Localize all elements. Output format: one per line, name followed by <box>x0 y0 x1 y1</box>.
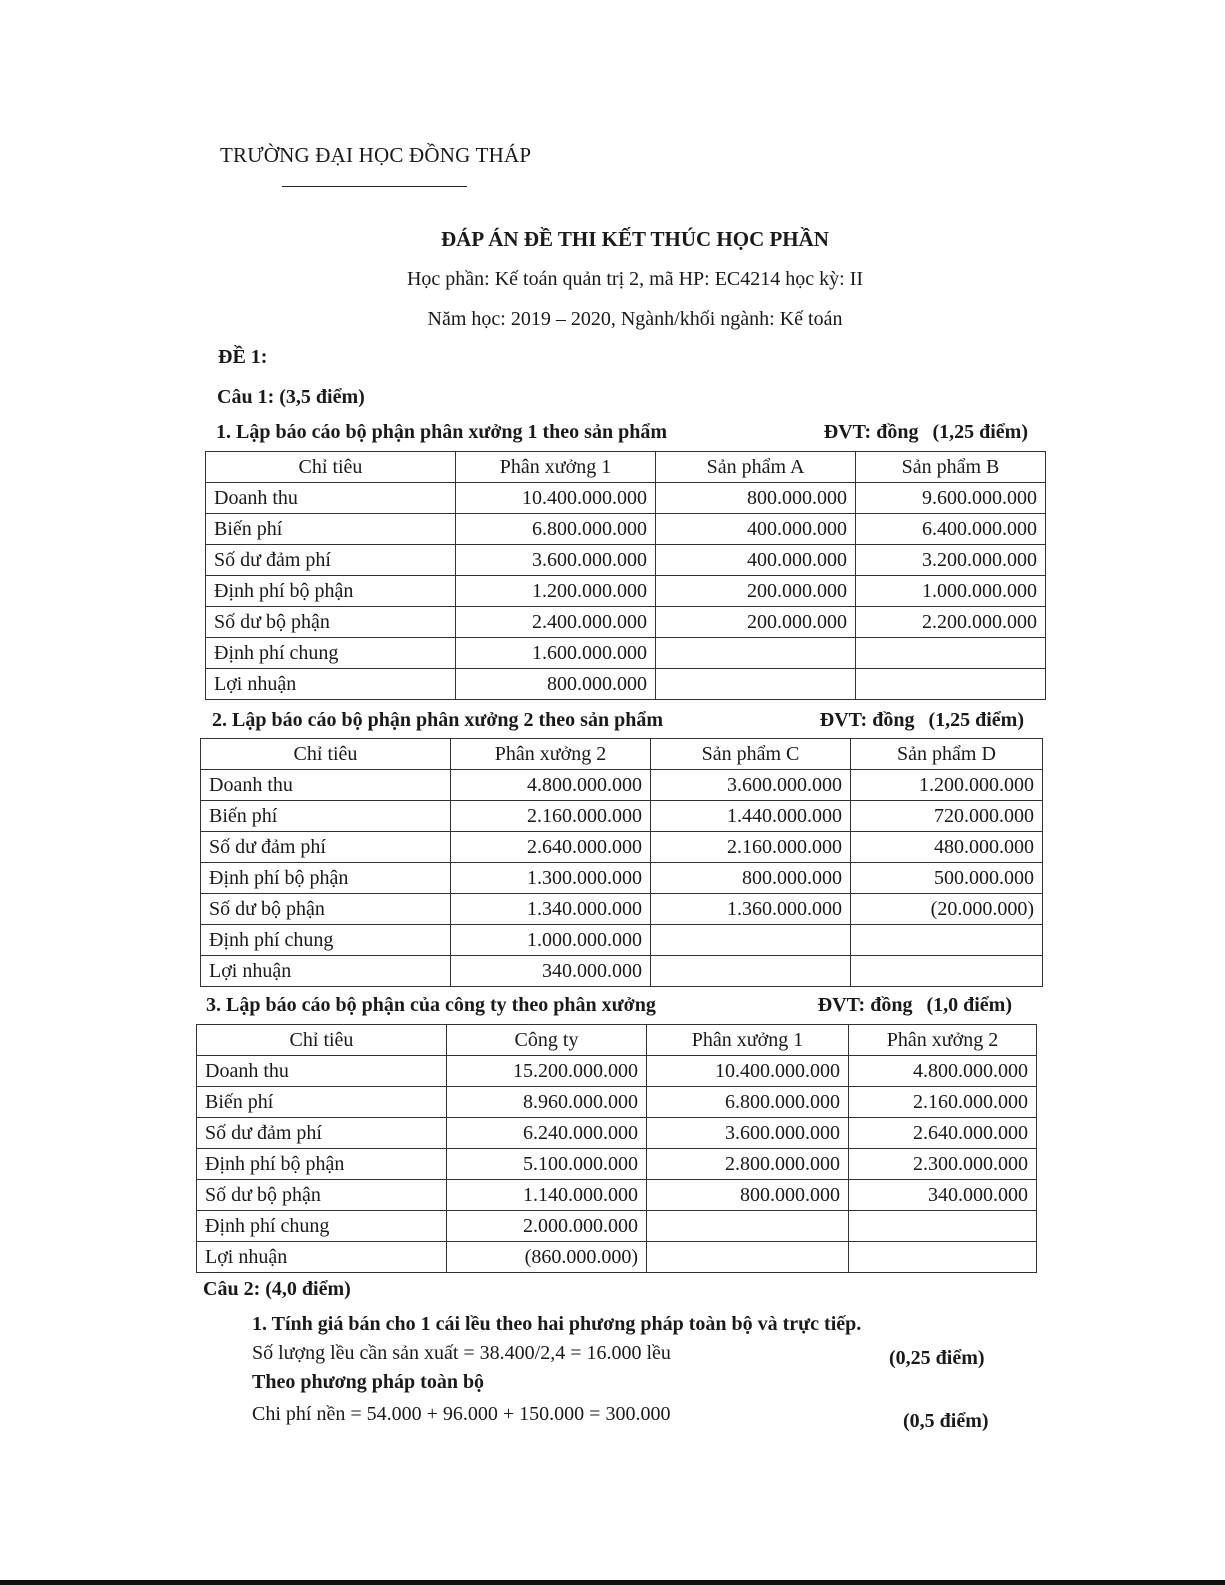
row-label-cell: Doanh thu <box>206 483 456 514</box>
value-cell: 200.000.000 <box>656 576 856 607</box>
table-row <box>197 1149 1037 1180</box>
value-cell: 340.000.000 <box>451 956 651 987</box>
column-header: Phân xưởng 1 <box>456 452 656 483</box>
table-row <box>201 894 1043 925</box>
column-header: Chỉ tiêu <box>201 739 451 770</box>
value-cell: 1.000.000.000 <box>451 925 651 956</box>
value-cell: 800.000.000 <box>651 863 851 894</box>
value-cell <box>851 925 1043 956</box>
value-cell: 3.600.000.000 <box>647 1118 849 1149</box>
row-label-cell: Số dư đảm phí <box>201 832 451 863</box>
value-cell: 2.160.000.000 <box>651 832 851 863</box>
value-cell: 1.000.000.000 <box>856 576 1046 607</box>
question-1-label: Câu 1: (3,5 điểm) <box>217 386 365 408</box>
table-row <box>197 1056 1037 1087</box>
table-3-heading <box>206 994 1012 1017</box>
column-header: Chỉ tiêu <box>206 452 456 483</box>
question-2-label: Câu 2: (4,0 điểm) <box>203 1278 351 1300</box>
value-cell: 1.440.000.000 <box>651 801 851 832</box>
question-2-part-1-title: 1. Tính giá bán cho 1 cái lều theo hai phương pháp toàn bộ và trực tiếp. <box>252 1313 862 1335</box>
value-cell <box>849 1211 1037 1242</box>
column-header: Phân xưởng 1 <box>647 1025 849 1056</box>
column-header: Phân xưởng 2 <box>849 1025 1037 1056</box>
value-cell <box>651 956 851 987</box>
table-row <box>197 1118 1037 1149</box>
value-cell: 800.000.000 <box>656 483 856 514</box>
table-row <box>206 669 1046 700</box>
row-label-cell: Biến phí <box>197 1087 447 1118</box>
academic-year-info: Năm học: 2019 – 2020, Ngành/khối ngành: Kế toán <box>427 308 843 330</box>
value-cell: 720.000.000 <box>851 801 1043 832</box>
column-header: Phân xưởng 2 <box>451 739 651 770</box>
school-underline-divider <box>282 186 467 187</box>
table-row <box>201 832 1043 863</box>
table-3-unit-points <box>818 994 1012 1017</box>
column-header: Sản phẩm A <box>656 452 856 483</box>
table-1-unit-points <box>824 421 1028 444</box>
column-header: Sản phẩm B <box>856 452 1046 483</box>
value-cell: 8.960.000.000 <box>447 1087 647 1118</box>
row-label-cell: Số dư bộ phận <box>197 1180 447 1211</box>
value-cell: 1.360.000.000 <box>651 894 851 925</box>
value-cell: (20.000.000) <box>851 894 1043 925</box>
value-cell: 340.000.000 <box>849 1180 1037 1211</box>
row-label-cell: Định phí bộ phận <box>201 863 451 894</box>
table-3-title: 3. Lập báo cáo bộ phận của công ty theo phân xưởng <box>206 994 656 1016</box>
table-row <box>206 545 1046 576</box>
document-title: ĐÁP ÁN ĐỀ THI KẾT THÚC HỌC PHẦN <box>441 227 829 251</box>
table-row <box>206 638 1046 669</box>
base-cost-calculation: Chi phí nền = 54.000 + 96.000 + 150.000 = 300.000 <box>252 1403 671 1425</box>
table-row <box>197 1180 1037 1211</box>
table-row <box>206 514 1046 545</box>
row-label-cell: Định phí bộ phận <box>197 1149 447 1180</box>
table-row <box>201 956 1043 987</box>
table-header-row <box>197 1025 1037 1056</box>
table-row <box>197 1087 1037 1118</box>
value-cell: 2.000.000.000 <box>447 1211 647 1242</box>
value-cell: 480.000.000 <box>851 832 1043 863</box>
value-cell: 3.600.000.000 <box>456 545 656 576</box>
table-3-unit: ĐVT: đồng <box>817 994 913 1016</box>
value-cell: 2.640.000.000 <box>849 1118 1037 1149</box>
table-row <box>201 925 1043 956</box>
row-label-cell: Doanh thu <box>197 1056 447 1087</box>
row-label-cell: Số dư bộ phận <box>206 607 456 638</box>
value-cell <box>851 956 1043 987</box>
school-name: TRƯỜNG ĐẠI HỌC ĐỒNG THÁP <box>220 143 532 167</box>
exam-version-label: ĐỀ 1: <box>218 346 268 368</box>
table-row <box>206 607 1046 638</box>
value-cell: 400.000.000 <box>656 545 856 576</box>
value-cell: 6.800.000.000 <box>456 514 656 545</box>
value-cell: 1.140.000.000 <box>447 1180 647 1211</box>
table-row <box>201 801 1043 832</box>
value-cell: 2.640.000.000 <box>451 832 651 863</box>
course-info: Học phần: Kế toán quản trị 2, mã HP: EC4214 học kỳ: II <box>406 268 864 290</box>
value-cell: 15.200.000.000 <box>447 1056 647 1087</box>
value-cell: 1.340.000.000 <box>451 894 651 925</box>
scan-bottom-edge <box>0 1580 1225 1585</box>
value-cell: 800.000.000 <box>456 669 656 700</box>
table-1-heading <box>216 421 1028 444</box>
table-1-points: (1,25 điểm) <box>932 421 1028 443</box>
row-label-cell: Số dư đảm phí <box>206 545 456 576</box>
table-2-unit-points <box>820 709 1024 732</box>
column-header: Sản phẩm D <box>851 739 1043 770</box>
table-row <box>206 483 1046 514</box>
value-cell: 2.300.000.000 <box>849 1149 1037 1180</box>
value-cell: 5.100.000.000 <box>447 1149 647 1180</box>
table-row <box>197 1242 1037 1273</box>
value-cell: 200.000.000 <box>656 607 856 638</box>
table-2-unit: ĐVT: đồng <box>819 709 915 731</box>
row-label-cell: Định phí bộ phận <box>206 576 456 607</box>
quantity-points: (0,25 điểm) <box>889 1347 985 1369</box>
column-header: Chỉ tiêu <box>197 1025 447 1056</box>
row-label-cell: Định phí chung <box>206 638 456 669</box>
value-cell: 10.400.000.000 <box>647 1056 849 1087</box>
table-2-points: (1,25 điểm) <box>928 709 1024 731</box>
row-label-cell: Lợi nhuận <box>197 1242 447 1273</box>
base-cost-points: (0,5 điểm) <box>903 1410 989 1432</box>
value-cell: 1.200.000.000 <box>851 770 1043 801</box>
value-cell: 4.800.000.000 <box>451 770 651 801</box>
value-cell: 6.800.000.000 <box>647 1087 849 1118</box>
table-2-title: 2. Lập báo cáo bộ phận phân xưởng 2 theo sản phẩm <box>212 709 663 731</box>
value-cell <box>656 669 856 700</box>
value-cell <box>647 1211 849 1242</box>
value-cell: 500.000.000 <box>851 863 1043 894</box>
table-1-unit: ĐVT: đồng <box>823 421 919 443</box>
value-cell: 2.400.000.000 <box>456 607 656 638</box>
table-row <box>201 863 1043 894</box>
table-3-points: (1,0 điểm) <box>926 994 1012 1016</box>
value-cell <box>856 638 1046 669</box>
report-table-3 <box>196 1024 1037 1273</box>
table-row <box>197 1211 1037 1242</box>
table-2-heading <box>212 709 1024 732</box>
row-label-cell: Biến phí <box>201 801 451 832</box>
value-cell: 6.240.000.000 <box>447 1118 647 1149</box>
column-header: Công ty <box>447 1025 647 1056</box>
value-cell: 2.200.000.000 <box>856 607 1046 638</box>
value-cell: 1.300.000.000 <box>451 863 651 894</box>
full-costing-method-heading: Theo phương pháp toàn bộ <box>252 1371 485 1393</box>
row-label-cell: Lợi nhuận <box>201 956 451 987</box>
column-header: Sản phẩm C <box>651 739 851 770</box>
row-label-cell: Số dư bộ phận <box>201 894 451 925</box>
value-cell: 2.160.000.000 <box>451 801 651 832</box>
table-header-row <box>206 452 1046 483</box>
table-row <box>201 770 1043 801</box>
row-label-cell: Định phí chung <box>201 925 451 956</box>
value-cell: 4.800.000.000 <box>849 1056 1037 1087</box>
quantity-calculation: Số lượng lều cần sản xuất = 38.400/2,4 = 16.000 lều <box>252 1342 671 1364</box>
value-cell: 1.200.000.000 <box>456 576 656 607</box>
value-cell: 2.800.000.000 <box>647 1149 849 1180</box>
row-label-cell: Định phí chung <box>197 1211 447 1242</box>
value-cell <box>651 925 851 956</box>
value-cell: 1.600.000.000 <box>456 638 656 669</box>
table-header-row <box>201 739 1043 770</box>
value-cell <box>849 1242 1037 1273</box>
value-cell: 3.200.000.000 <box>856 545 1046 576</box>
table-row <box>206 576 1046 607</box>
value-cell <box>856 669 1046 700</box>
report-table-2 <box>200 738 1043 987</box>
value-cell: 9.600.000.000 <box>856 483 1046 514</box>
value-cell <box>656 638 856 669</box>
row-label-cell: Số dư đảm phí <box>197 1118 447 1149</box>
value-cell: 800.000.000 <box>647 1180 849 1211</box>
row-label-cell: Biến phí <box>206 514 456 545</box>
value-cell: 3.600.000.000 <box>651 770 851 801</box>
value-cell <box>647 1242 849 1273</box>
row-label-cell: Doanh thu <box>201 770 451 801</box>
value-cell: 2.160.000.000 <box>849 1087 1037 1118</box>
value-cell: 400.000.000 <box>656 514 856 545</box>
value-cell: 10.400.000.000 <box>456 483 656 514</box>
table-1-title: 1. Lập báo cáo bộ phận phân xưởng 1 theo sản phẩm <box>216 421 667 443</box>
value-cell: (860.000.000) <box>447 1242 647 1273</box>
row-label-cell: Lợi nhuận <box>206 669 456 700</box>
value-cell: 6.400.000.000 <box>856 514 1046 545</box>
report-table-1 <box>205 451 1046 700</box>
